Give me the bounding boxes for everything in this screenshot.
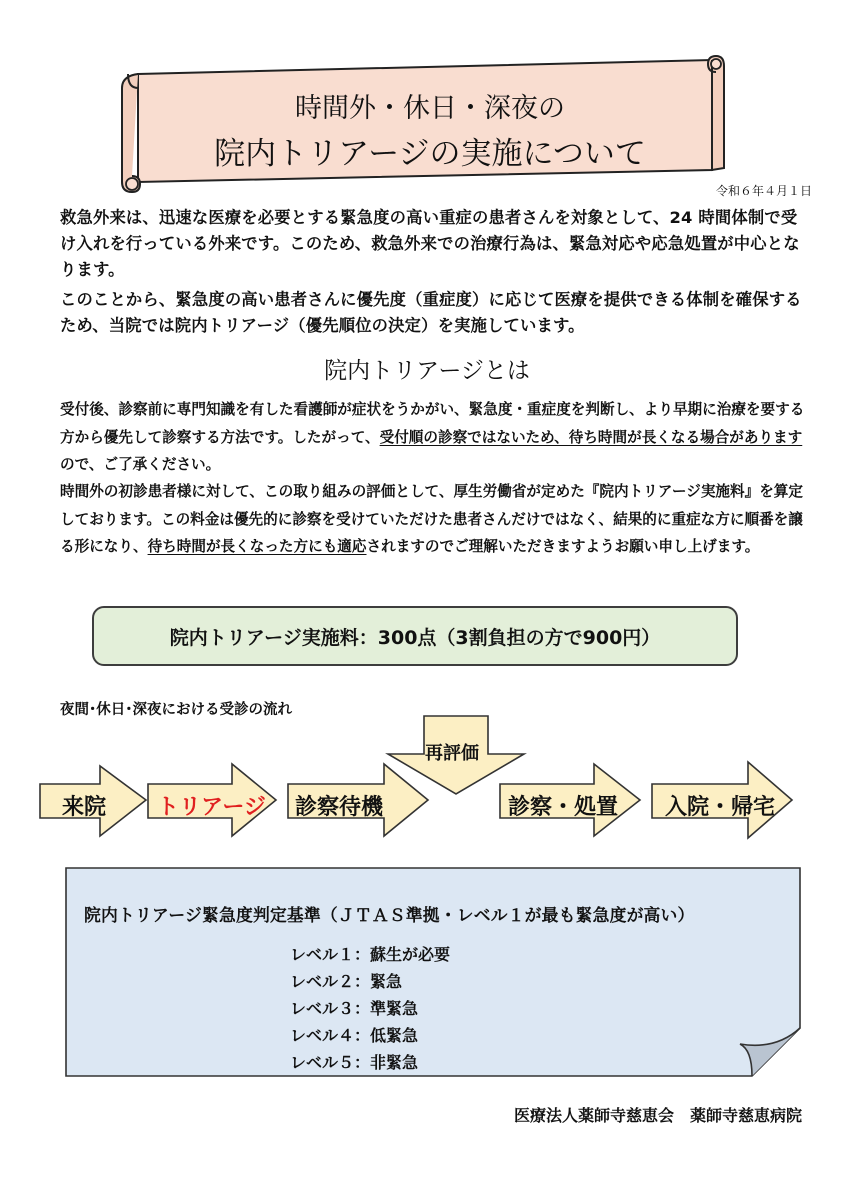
description-text: 時間外の初診患者様に対して、この取り組みの評価として、厚生労働省が定めた『院内トリアージ実施料』を算定しております。この料金は優先的に診察を受けていただけた患者さんだけではなく、結果的に重症な方に順番を譲る形になり、: [60, 483, 803, 555]
criteria-level-4: レベル４：低緊急: [290, 1026, 419, 1045]
flow-step-triage: トリアージ: [157, 795, 266, 820]
underlined-notice: 待ち時間が長くなった方にも適応: [147, 538, 367, 555]
criteria-level-1: レベル１：蘇生が必要: [290, 945, 451, 964]
fee-box: [92, 606, 738, 666]
section-heading: 院内トリアージとは: [324, 358, 530, 384]
intro-paragraph-2: このことから、緊急度の高い患者さんに優先度（重症度）に応じて医療を提供できる体制を確保するため、当院では院内トリアージ（優先順位の決定）を実施しています。: [60, 290, 802, 335]
description-paragraph-1: [60, 396, 805, 479]
flow-step-wait: 診察待機: [295, 795, 384, 820]
flow-step-come: 来院: [62, 795, 107, 820]
intro-paragraph-1: 救急外来は、迅速な医療を必要とする緊急度の高い重症の患者さんを対象として、24 時間体制で受け入れを行っている外来です。このため、救急外来での治療行為は、緊急対応や応急処置が中心となります。: [60, 208, 800, 279]
description-text: 受付後、診察前に専門知識を有した看護師が症状をうかがい、緊急度・重症度を判断し、より早期に治療を要する方から優先して診察する方法です。したがって、: [60, 401, 805, 446]
criteria-level-5: レベル５：非緊急: [290, 1053, 419, 1072]
footer-organization: 医療法人薬師寺慈恵会 薬師寺慈恵病院: [513, 1106, 802, 1125]
description-text: されますのでご理解いただきますようお願い申し上げます。: [366, 538, 760, 555]
title-line-2: 院内トリアージの実施について: [214, 136, 646, 172]
underlined-notice: 受付順の診察ではないため、待ち時間が長くなる場合があります: [379, 428, 803, 446]
flow-heading: 夜間･休日･深夜における受診の流れ: [60, 702, 292, 718]
criteria-level-3: レベル３：準緊急: [290, 999, 419, 1018]
description-paragraph-2: [60, 478, 805, 561]
title-line-1: 時間外・休日・深夜の: [295, 93, 565, 124]
flow-diagram: [0, 710, 854, 860]
flow-step-reeval: 再評価: [425, 743, 479, 764]
flow-step-exam: 診察・処置: [508, 795, 619, 820]
criteria-heading: 院内トリアージ緊急度判定基準（ＪＴＡＳ準拠・レベル１が最も緊急度が高い）: [84, 905, 695, 925]
criteria-level-2: レベル２：緊急: [290, 972, 403, 991]
criteria-levels: [290, 941, 450, 1076]
fee-text: 院内トリアージ実施料：300点（3割負担の方で900円）: [169, 626, 661, 649]
flow-step-admit: 入院・帰宅: [665, 795, 776, 820]
document-date: 令和６年４月１日: [715, 184, 812, 198]
description-text: ので、ご了承ください。: [60, 456, 221, 473]
